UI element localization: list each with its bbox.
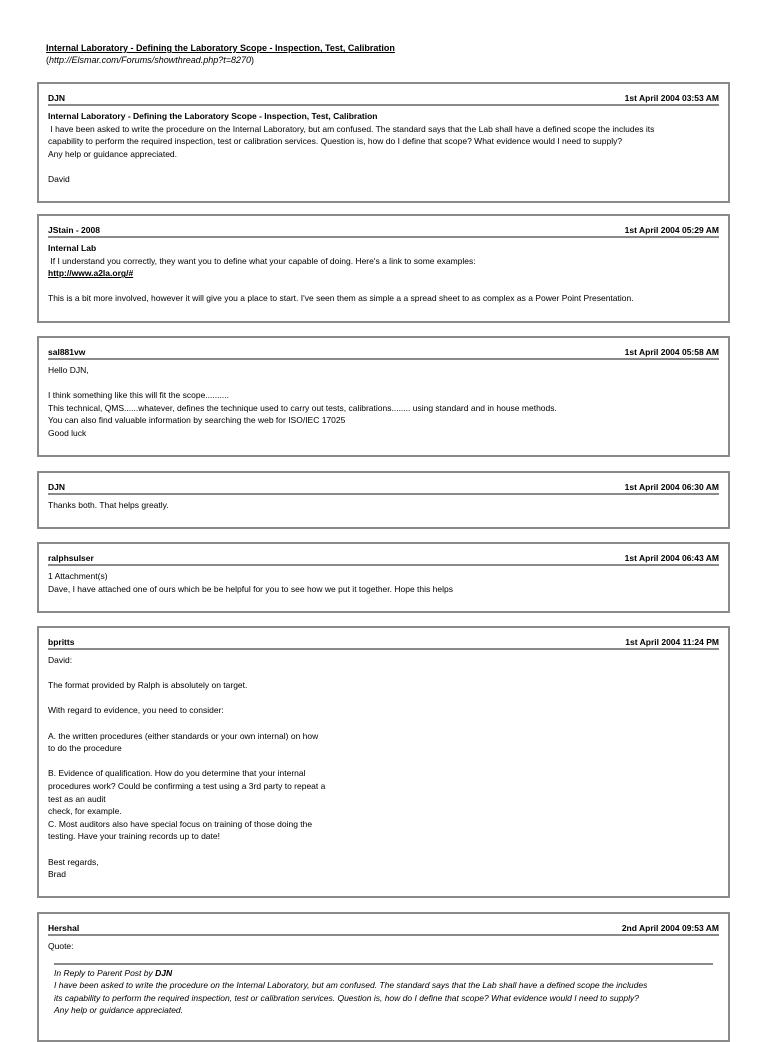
post-line: The format provided by Ralph is absolutely on target. <box>48 680 248 691</box>
post-line: David <box>48 173 70 184</box>
post <box>37 542 730 613</box>
post-line <box>48 692 719 705</box>
post-line <box>48 717 719 730</box>
document-header <box>46 42 395 66</box>
post-header <box>48 473 719 493</box>
post-header <box>48 338 719 358</box>
post <box>37 626 730 898</box>
post <box>37 82 730 203</box>
post-author[interactable]: DJN <box>48 93 66 103</box>
quote-label: Quote: <box>48 941 74 951</box>
post-line: Dave, I have attached one of ours which be be helpful for you to see how we put it together. Hope this helps <box>48 583 453 594</box>
post-author[interactable]: DJN <box>48 482 66 492</box>
post-line: You can also find valuable information by searching the web for ISO/IEC 17025 <box>48 415 346 426</box>
post-line: Any help or guidance appreciated. <box>48 148 178 159</box>
post-line: I have been asked to write the procedure on the Internal Laboratory, but am confused. The standard says that the Lab shall have a defined scope the includes its <box>48 123 655 134</box>
post-line: Internal Laboratory - Defining the Laboratory Scope - Inspection, Test, Calibration <box>48 111 378 121</box>
post-header <box>48 84 719 104</box>
post-line: procedures work? Could be confirming a test using a 3rd party to repeat a <box>48 780 326 791</box>
post-header <box>48 628 719 648</box>
post-date: 1st April 2004 05:58 AM <box>624 347 719 357</box>
quote-line: Any help or guidance appreciated. <box>54 1005 184 1016</box>
quote-author[interactable]: DJN <box>155 967 173 978</box>
post-line: test as an audit <box>48 793 106 804</box>
post-line <box>48 160 719 173</box>
quote-line: I have been asked to write the procedure on the Internal Laboratory, but am confused. The standard says that the Lab shall have a defined scope the includes <box>54 980 648 991</box>
quote-attribution: In Reply to Parent Post by <box>54 967 156 978</box>
post-line: C. Most auditors also have special focus on training of those doing the <box>48 818 313 829</box>
post-line: Brad <box>48 869 66 880</box>
post-line: Good luck <box>48 427 87 438</box>
post-link[interactable]: http://www.a2la.org/# <box>48 268 134 279</box>
post-line: Best regards, <box>48 856 99 867</box>
post-author[interactable]: bpritts <box>48 637 75 647</box>
post-body <box>48 936 719 1017</box>
quote-box <box>54 963 713 1017</box>
post-body <box>48 360 719 440</box>
post-author[interactable]: sal881vw <box>48 347 86 357</box>
post-date: 1st April 2004 03:53 AM <box>624 93 719 103</box>
source-url[interactable]: http://Elsmar.com/Forums/showthread.php?t=8270 <box>49 55 252 65</box>
post-author[interactable]: Hershal <box>48 923 80 933</box>
post-body <box>48 566 719 595</box>
quote-line: its capability to perform the required inspection, test or calibration services. Question is, how do I define that scope? What evidence would I need to supply? <box>54 992 639 1003</box>
post-date: 1st April 2004 06:43 AM <box>624 553 719 563</box>
post-line: testing. Have your training records up to date! <box>48 831 220 842</box>
post-line: If I understand you correctly, they want you to define what your capable of doing. Here's a link to some examples: <box>48 255 476 266</box>
post-line <box>48 755 719 768</box>
post-line: B. Evidence of qualification. How do you determine that your internal <box>48 768 306 779</box>
post-author[interactable]: ralphsulser <box>48 553 94 563</box>
post-line: David: <box>48 655 73 665</box>
post-date: 2nd April 2004 09:53 AM <box>621 923 719 933</box>
source-open-paren: ( <box>46 55 49 65</box>
post-line <box>48 280 719 293</box>
post-line: A. the written procedures (either standards or your own internal) on how <box>48 730 319 741</box>
source-close-paren: ) <box>251 55 255 65</box>
post-body <box>48 238 719 305</box>
post-header <box>48 216 719 236</box>
post-date: 1st April 2004 05:29 AM <box>624 225 719 235</box>
post-line: check, for example. <box>48 806 122 817</box>
quote-divider <box>54 963 713 965</box>
post-date: 1st April 2004 06:30 AM <box>624 482 719 492</box>
post-line: This technical, QMS......whatever, defines the technique used to carry out tests, calibrations........ using standard and in house methods. <box>48 402 557 413</box>
document-title: Internal Laboratory - Defining the Laboratory Scope - Inspection, Test, Calibration <box>46 43 395 53</box>
post-author[interactable]: JStain - 2008 <box>48 225 100 235</box>
post-header <box>48 544 719 564</box>
post <box>37 912 730 1042</box>
post-line: With regard to evidence, you need to consider: <box>48 705 224 716</box>
post-line: to do the procedure <box>48 743 122 754</box>
post-line <box>48 667 719 680</box>
post-body <box>48 650 719 881</box>
post-line: This is a bit more involved, however it will give you a place to start. I've seen them as simple a a spread sheet to as complex as a Power Point Presentation. <box>48 293 634 304</box>
document-source <box>46 54 395 66</box>
post-line <box>48 377 719 390</box>
post-line: I think something like this will fit the scope.......... <box>48 390 229 401</box>
post <box>37 336 730 457</box>
post-line: Thanks both. That helps greatly. <box>48 500 169 510</box>
post-line: capability to perform the required inspection, test or calibration services. Question is, how do I define that scope? What evidence would I need to supply? <box>48 136 623 147</box>
post-body <box>48 495 719 512</box>
post-line: Hello DJN, <box>48 365 89 375</box>
post <box>37 214 730 323</box>
post-line <box>48 843 719 856</box>
attachment-count[interactable]: 1 Attachment(s) <box>48 571 108 581</box>
post-body <box>48 106 719 186</box>
post-line: Internal Lab <box>48 243 97 253</box>
post <box>37 471 730 529</box>
post-header <box>48 914 719 934</box>
post-date: 1st April 2004 11:24 PM <box>625 637 719 647</box>
